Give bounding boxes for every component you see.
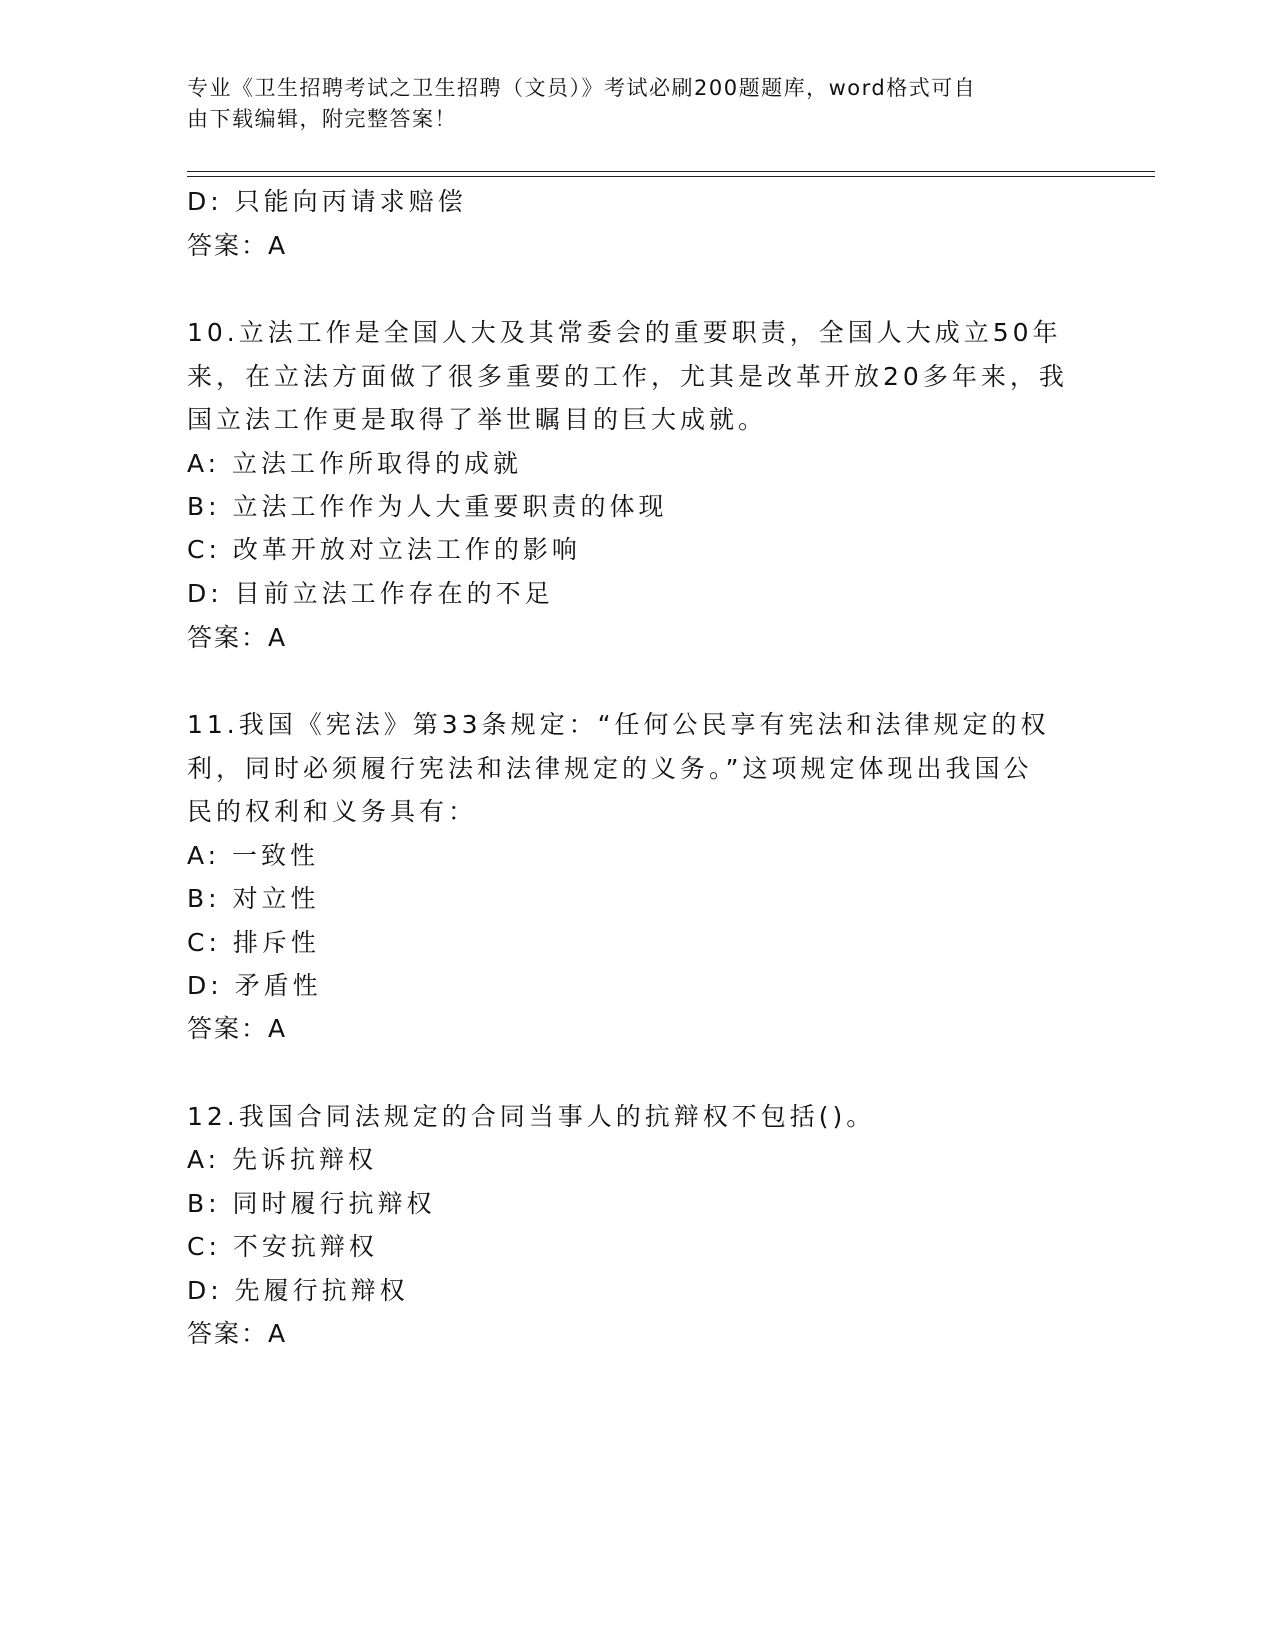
q11-stem-line-1: 11.我国《宪法》第33条规定：“任何公民享有宪法和法律规定的权 (187, 710, 1050, 739)
header-title-line-1: 专业《卫生招聘考试之卫生招聘（文员）》考试必刷200题题库，word格式可自 (187, 76, 977, 100)
q11-option-b: B: 对立性 (187, 884, 320, 913)
q10-stem-line-1: 10.立法工作是全国人大及其常委会的重要职责，全国人大成立50年 (187, 318, 1062, 347)
header-rule-bottom (187, 176, 1155, 177)
q12-stem-line-1: 12.我国合同法规定的合同当事人的抗辩权不包括()。 (187, 1102, 876, 1131)
q10-stem-line-3: 国立法工作更是取得了举世瞩目的巨大成就。 (187, 405, 768, 434)
q10-option-d: D: 目前立法工作存在的不足 (187, 579, 554, 608)
prev-option-d: D: 只能向丙请求赔偿 (187, 187, 467, 216)
q12-option-b: B: 同时履行抗辩权 (187, 1189, 436, 1218)
q10-option-a: A: 立法工作所取得的成就 (187, 449, 523, 478)
q10-option-c: C: 改革开放对立法工作的影响 (187, 535, 581, 564)
q11-option-d: D: 矛盾性 (187, 971, 322, 1000)
header-rule-top (187, 171, 1155, 172)
q10-option-b: B: 立法工作作为人大重要职责的体现 (187, 492, 668, 521)
header-title-line-2: 由下载编辑，附完整答案！ (187, 107, 457, 131)
q11-answer: 答案：A (187, 1014, 288, 1043)
q10-answer: 答案：A (187, 623, 288, 652)
q10-stem-line-2: 来，在立法方面做了很多重要的工作，尤其是改革开放20多年来，我 (187, 362, 1068, 391)
q11-stem-line-3: 民的权利和义务具有： (187, 797, 478, 826)
q12-option-a: A: 先诉抗辩权 (187, 1145, 378, 1174)
q11-option-c: C: 排斥性 (187, 928, 320, 957)
q12-answer: 答案：A (187, 1319, 288, 1348)
q12-option-c: C: 不安抗辩权 (187, 1232, 378, 1261)
q11-stem-line-2: 利，同时必须履行宪法和法律规定的义务。”这项规定体现出我国公 (187, 754, 1033, 783)
prev-answer: 答案：A (187, 231, 288, 260)
q11-option-a: A: 一致性 (187, 841, 320, 870)
q12-option-d: D: 先履行抗辩权 (187, 1276, 409, 1305)
